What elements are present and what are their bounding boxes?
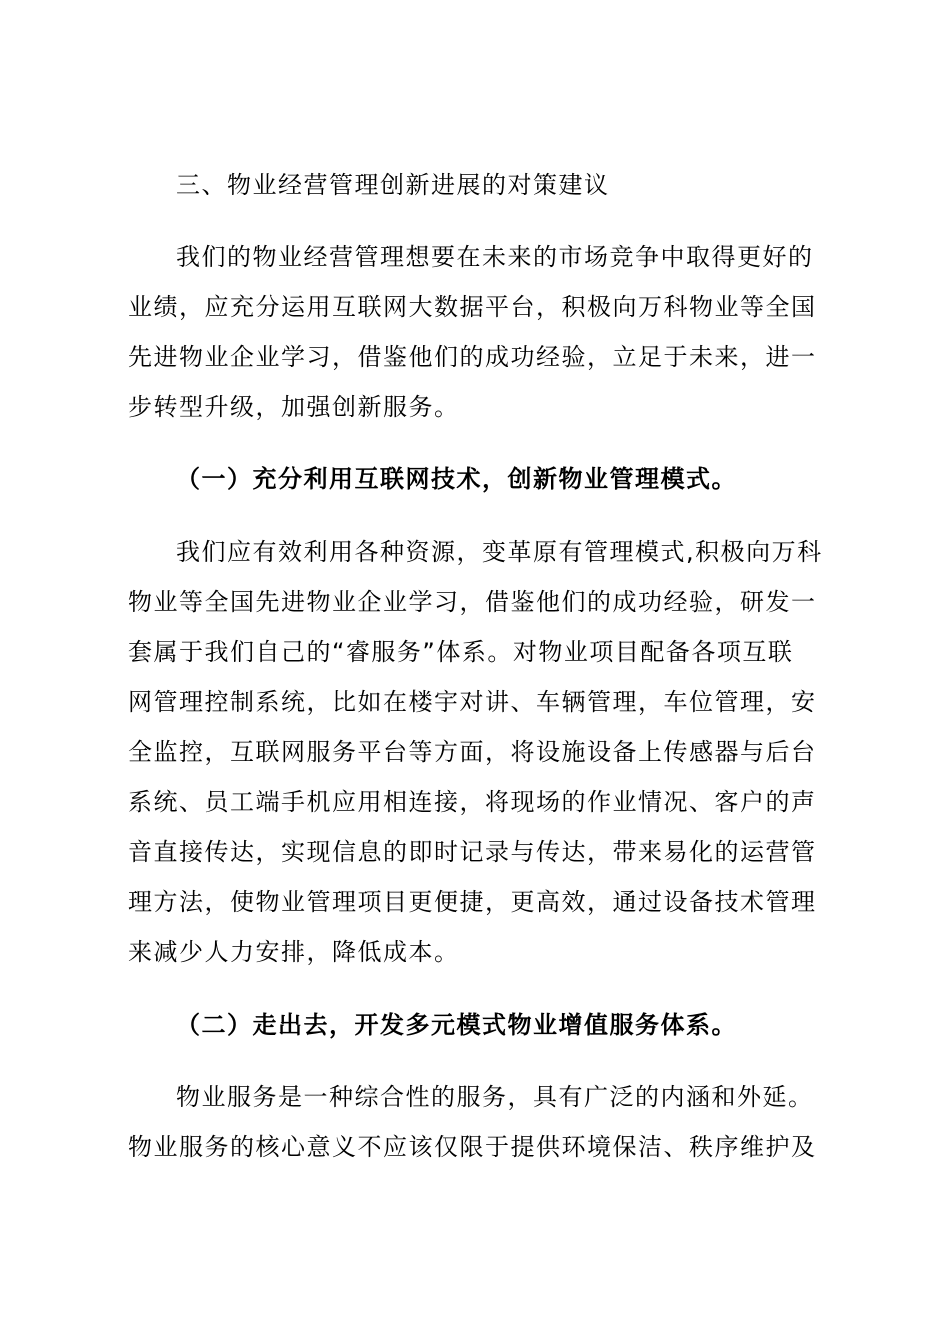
section-heading: 三、物业经营管理创新进展的对策建议 <box>176 171 610 199</box>
paragraph-line: 网管理控制系统，比如在楼宇对讲、车辆管理，车位管理，安 <box>128 688 817 716</box>
paragraph-line: 步转型升级，加强创新服务。 <box>128 393 460 421</box>
paragraph-line: 全监控，互联网服务平台等方面，将设施设备上传感器与后台 <box>128 738 817 766</box>
subsection-2-heading: （二）走出去，开发多元模式物业增值服务体系。 <box>176 1011 737 1039</box>
paragraph-line: 套属于我们自己的“睿服务”体系。对物业项目配备各项互联 <box>128 638 794 666</box>
paragraph-line: 系统、员工端手机应用相连接，将现场的作业情况、客户的声 <box>128 788 817 816</box>
paragraph-line: 物业等全国先进物业企业学习，借鉴他们的成功经验，研发一 <box>128 588 817 616</box>
paragraph-line: 理方法，使物业管理项目更便捷，更高效，通过设备技术管理 <box>128 888 817 916</box>
paragraph-line: 我们应有效利用各种资源，变革原有管理模式,积极向万科 <box>176 538 823 566</box>
paragraph-line: 业绩，应充分运用互联网大数据平台，积极向万科物业等全国 <box>128 293 817 321</box>
paragraph-line: 先进物业企业学习，借鉴他们的成功经验，立足于未来，进一 <box>128 343 817 371</box>
paragraph-line: 物业服务是一种综合性的服务，具有广泛的内涵和外延。 <box>176 1083 814 1111</box>
subsection-1-heading: （一）充分利用互联网技术，创新物业管理模式。 <box>176 465 737 493</box>
paragraph-line: 物业服务的核心意义不应该仅限于提供环境保洁、秩序维护及 <box>128 1133 817 1161</box>
paragraph-line: 我们的物业经营管理想要在未来的市场竞争中取得更好的 <box>176 243 814 271</box>
paragraph-line: 来减少人力安排，降低成本。 <box>128 938 460 966</box>
paragraph-line: 音直接传达，实现信息的即时记录与传达，带来易化的运营管 <box>128 838 817 866</box>
